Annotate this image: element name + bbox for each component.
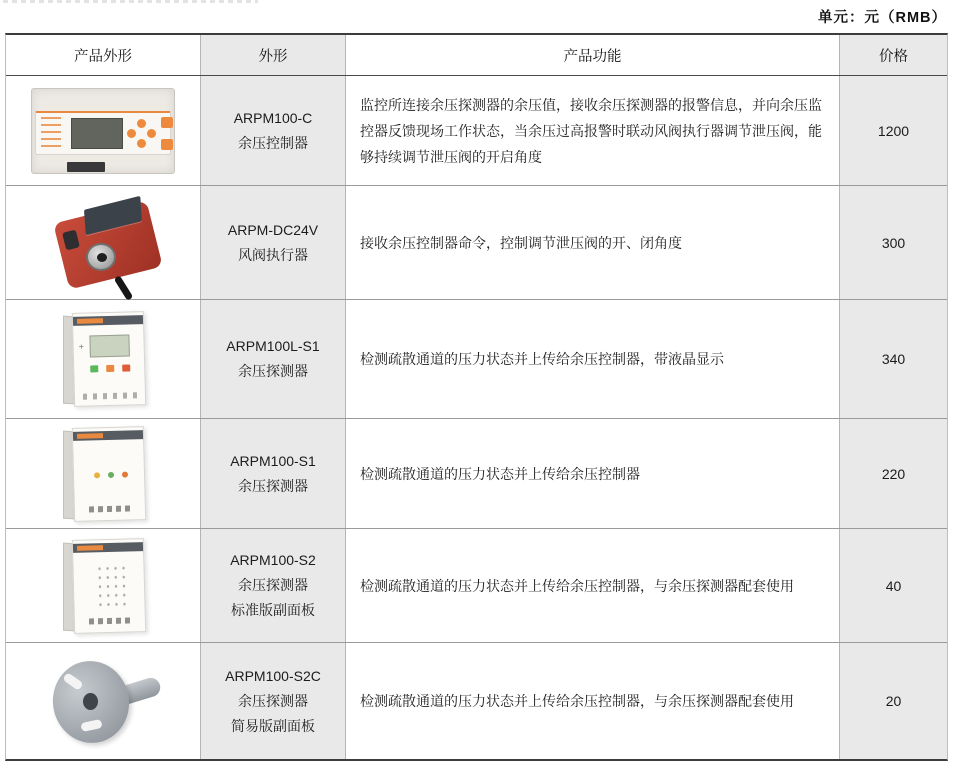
detector-front-face	[72, 426, 146, 522]
product-image-cell	[6, 186, 200, 299]
price-cell: 220	[839, 419, 947, 528]
controller-photo	[19, 83, 187, 179]
controller-label-marks	[41, 117, 61, 149]
detector-header-band	[73, 430, 143, 441]
plus-mark: +	[78, 341, 85, 352]
table-row	[6, 419, 947, 529]
product-image-cell	[6, 76, 200, 185]
model-cell	[200, 300, 345, 418]
function-cell: 检测疏散通道的压力状态并上传给余压控制器	[345, 419, 839, 528]
model-variant: 标准版副面板	[231, 602, 315, 618]
detector-photo	[53, 423, 153, 525]
actuator-shaft-hole	[97, 253, 107, 262]
brand-accent	[77, 318, 103, 324]
model-name: 余压控制器	[238, 134, 308, 151]
dpad-left-button	[127, 129, 136, 138]
function-key	[161, 117, 173, 128]
detector-footer-text	[83, 392, 137, 399]
dpad-up-button	[137, 119, 146, 128]
model-number: ARPM100-S1	[230, 452, 316, 469]
orange-button	[106, 365, 114, 372]
green-led	[108, 471, 114, 477]
product-price-table	[5, 33, 948, 761]
green-button	[90, 365, 98, 372]
model-cell	[200, 186, 345, 299]
table-row	[6, 76, 947, 186]
header-product-image: 产品外形	[74, 48, 132, 65]
enter-key	[161, 139, 173, 150]
indicator-dot-grid	[95, 563, 130, 608]
header-model: 外形	[200, 35, 345, 75]
orange-led	[122, 471, 128, 477]
table-row	[6, 300, 947, 419]
function-cell: 检测疏散通道的压力状态并上传给余压控制器，带液晶显示	[345, 300, 839, 418]
probe-photo	[33, 651, 173, 751]
detector-label-text	[89, 505, 131, 512]
function-cell: 接收余压控制器命令，控制调节泄压阀的开、闭角度	[345, 186, 839, 299]
detector-header-band	[73, 315, 143, 326]
model-cell	[200, 419, 345, 528]
unit-label: 单元：元（RMB）	[817, 10, 947, 26]
controller-lcd-screen	[71, 118, 123, 149]
product-image-cell	[6, 300, 200, 418]
product-image-cell	[6, 419, 200, 528]
table-header-row	[6, 35, 947, 76]
header-function: 产品功能	[345, 35, 839, 75]
model-number: ARPM100-S2	[230, 552, 316, 568]
dpad-right-button	[147, 129, 156, 138]
model-name: 余压探测器	[238, 477, 308, 494]
function-cell: 检测疏散通道的压力状态并上传给余压控制器，与余压探测器配套使用	[345, 643, 839, 759]
table-row	[6, 186, 947, 300]
panel-label-text	[89, 617, 131, 624]
model-variant: 简易版副面板	[231, 717, 315, 734]
product-image-cell	[6, 529, 200, 642]
model-name: 余压探测器	[238, 577, 308, 593]
product-image-cell	[6, 643, 200, 759]
model-name: 余压探测器	[238, 692, 308, 709]
detector-lcd-photo	[53, 308, 153, 410]
dpad-down-button	[137, 139, 146, 148]
model-number: ARPM-DC24V	[227, 221, 319, 238]
price-cell: 1200	[839, 76, 947, 185]
flange-center-hole	[83, 693, 98, 710]
model-cell	[200, 76, 345, 185]
model-cell	[200, 529, 345, 642]
terminal-block	[67, 162, 105, 172]
function-cell: 检测疏散通道的压力状态并上传给余压控制器，与余压探测器配套使用	[345, 529, 839, 642]
brand-accent	[77, 433, 103, 439]
model-name: 风阀执行器	[238, 246, 308, 263]
model-number: ARPM100-C	[233, 109, 313, 126]
function-cell: 监控所连接余压探测器的余压值，接收余压探测器的报警信息，并向余压监控器反馈现场工作状态，当余压过高报警时联动风阀执行器调节泄压阀，能够持续调节泄压阀的开启角度	[345, 76, 839, 185]
panel-header-band	[73, 542, 143, 553]
cropped-text-remnant	[3, 0, 258, 3]
red-button	[122, 364, 130, 371]
model-number: ARPM100L-S1	[226, 338, 320, 354]
model-number: ARPM100-S2C	[225, 667, 321, 684]
detector-lcd-screen	[89, 334, 130, 357]
panel-front-face	[72, 538, 146, 634]
actuator-photo	[28, 191, 178, 295]
price-cell: 300	[839, 186, 947, 299]
price-cell: 20	[839, 643, 947, 759]
sub-panel-photo	[53, 535, 153, 637]
price-cell: 340	[839, 300, 947, 418]
table-row	[6, 643, 947, 759]
header-price: 价格	[839, 35, 947, 75]
model-name: 余压探测器	[238, 363, 308, 379]
model-cell	[200, 643, 345, 759]
price-cell: 40	[839, 529, 947, 642]
actuator-cable	[114, 275, 134, 301]
detector-front-face	[72, 311, 146, 407]
brand-accent	[77, 545, 103, 551]
yellow-led	[94, 472, 100, 478]
table-row	[6, 529, 947, 643]
